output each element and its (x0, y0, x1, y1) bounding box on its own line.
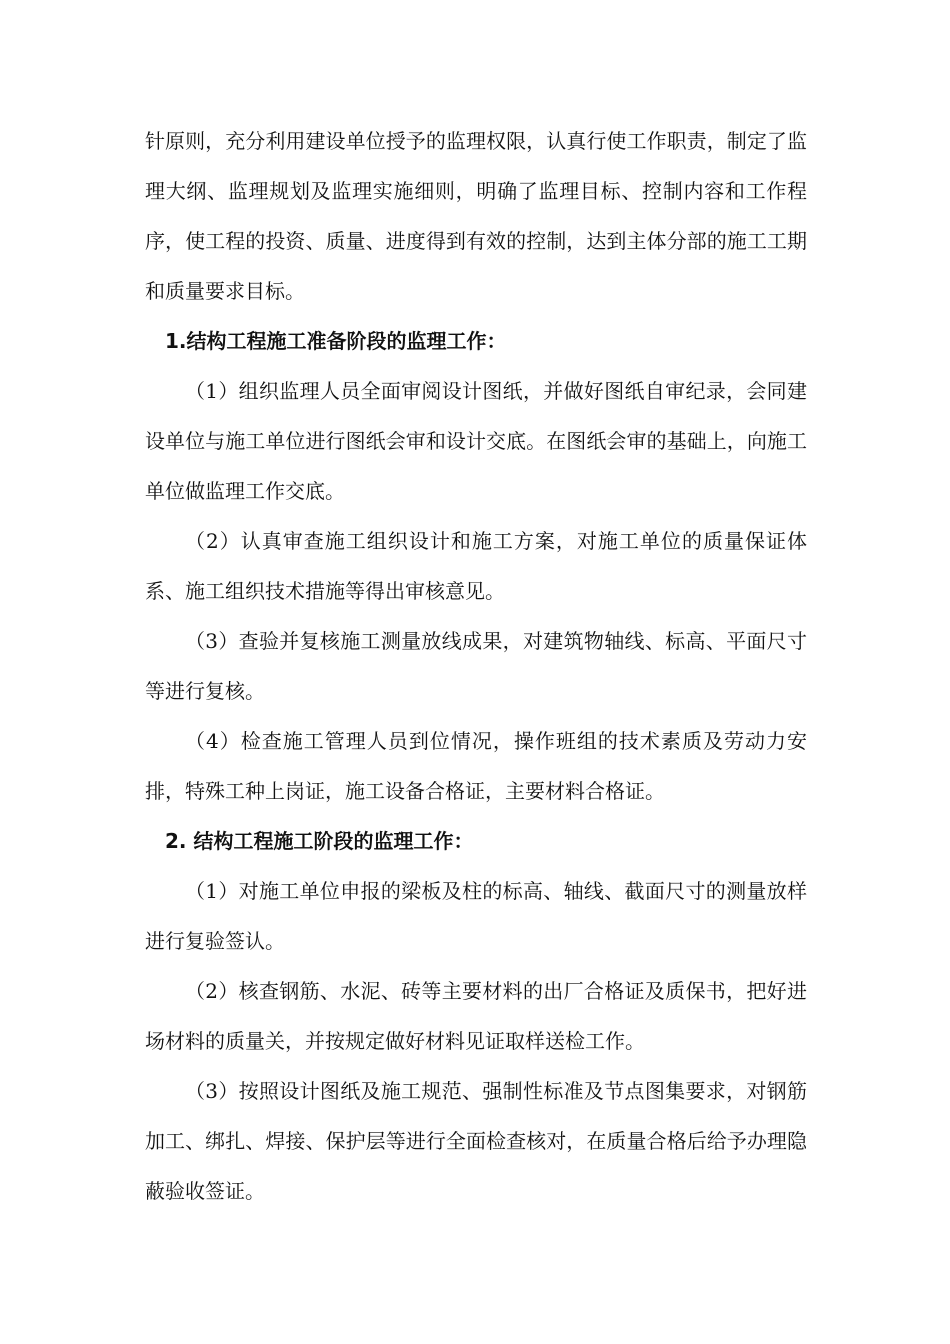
section-2-item-1: （1）对施工单位申报的梁板及柱的标高、轴线、截面尺寸的测量放样进行复验签认。 (145, 879, 807, 953)
section-2-item-3: （3）按照设计图纸及施工规范、强制性标准及节点图集要求，对钢筋加工、绑扎、焊接、保护层等进行全面检查核对，在质量合格后给予办理隐蔽验收签证。 (145, 1079, 807, 1203)
section-1-heading: 1.结构工程施工准备阶段的监理工作： (165, 329, 507, 353)
section-1-item-1: （1）组织监理人员全面审阅设计图纸，并做好图纸自审纪录，会同建设单位与施工单位进行图纸会审和设计交底。在图纸会审的基础上，向施工单位做监理工作交底。 (145, 379, 807, 503)
section-1-item-3: （3）查验并复核施工测量放线成果，对建筑物轴线、标高、平面尺寸等进行复核。 (145, 629, 807, 703)
section-2-item-2: （2）核查钢筋、水泥、砖等主要材料的出厂合格证及质保书，把好进场材料的质量关，并按规定做好材料见证取样送检工作。 (145, 979, 807, 1053)
section-2-heading: 2. 结构工程施工阶段的监理工作： (165, 829, 474, 853)
section-1-item-2: （2）认真审查施工组织设计和施工方案，对施工单位的质量保证体系、施工组织技术措施等得出审核意见。 (145, 529, 807, 603)
intro-paragraph: 针原则，充分利用建设单位授予的监理权限，认真行使工作职责，制定了监理大纲、监理规划及监理实施细则，明确了监理目标、控制内容和工作程序，使工程的投资、质量、进度得到有效的控制，达到主体分部的施工工期和质量要求目标。 (145, 129, 807, 303)
section-1-item-4: （4）检查施工管理人员到位情况，操作班组的技术素质及劳动力安排，特殊工种上岗证，施工设备合格证，主要材料合格证。 (145, 729, 807, 803)
